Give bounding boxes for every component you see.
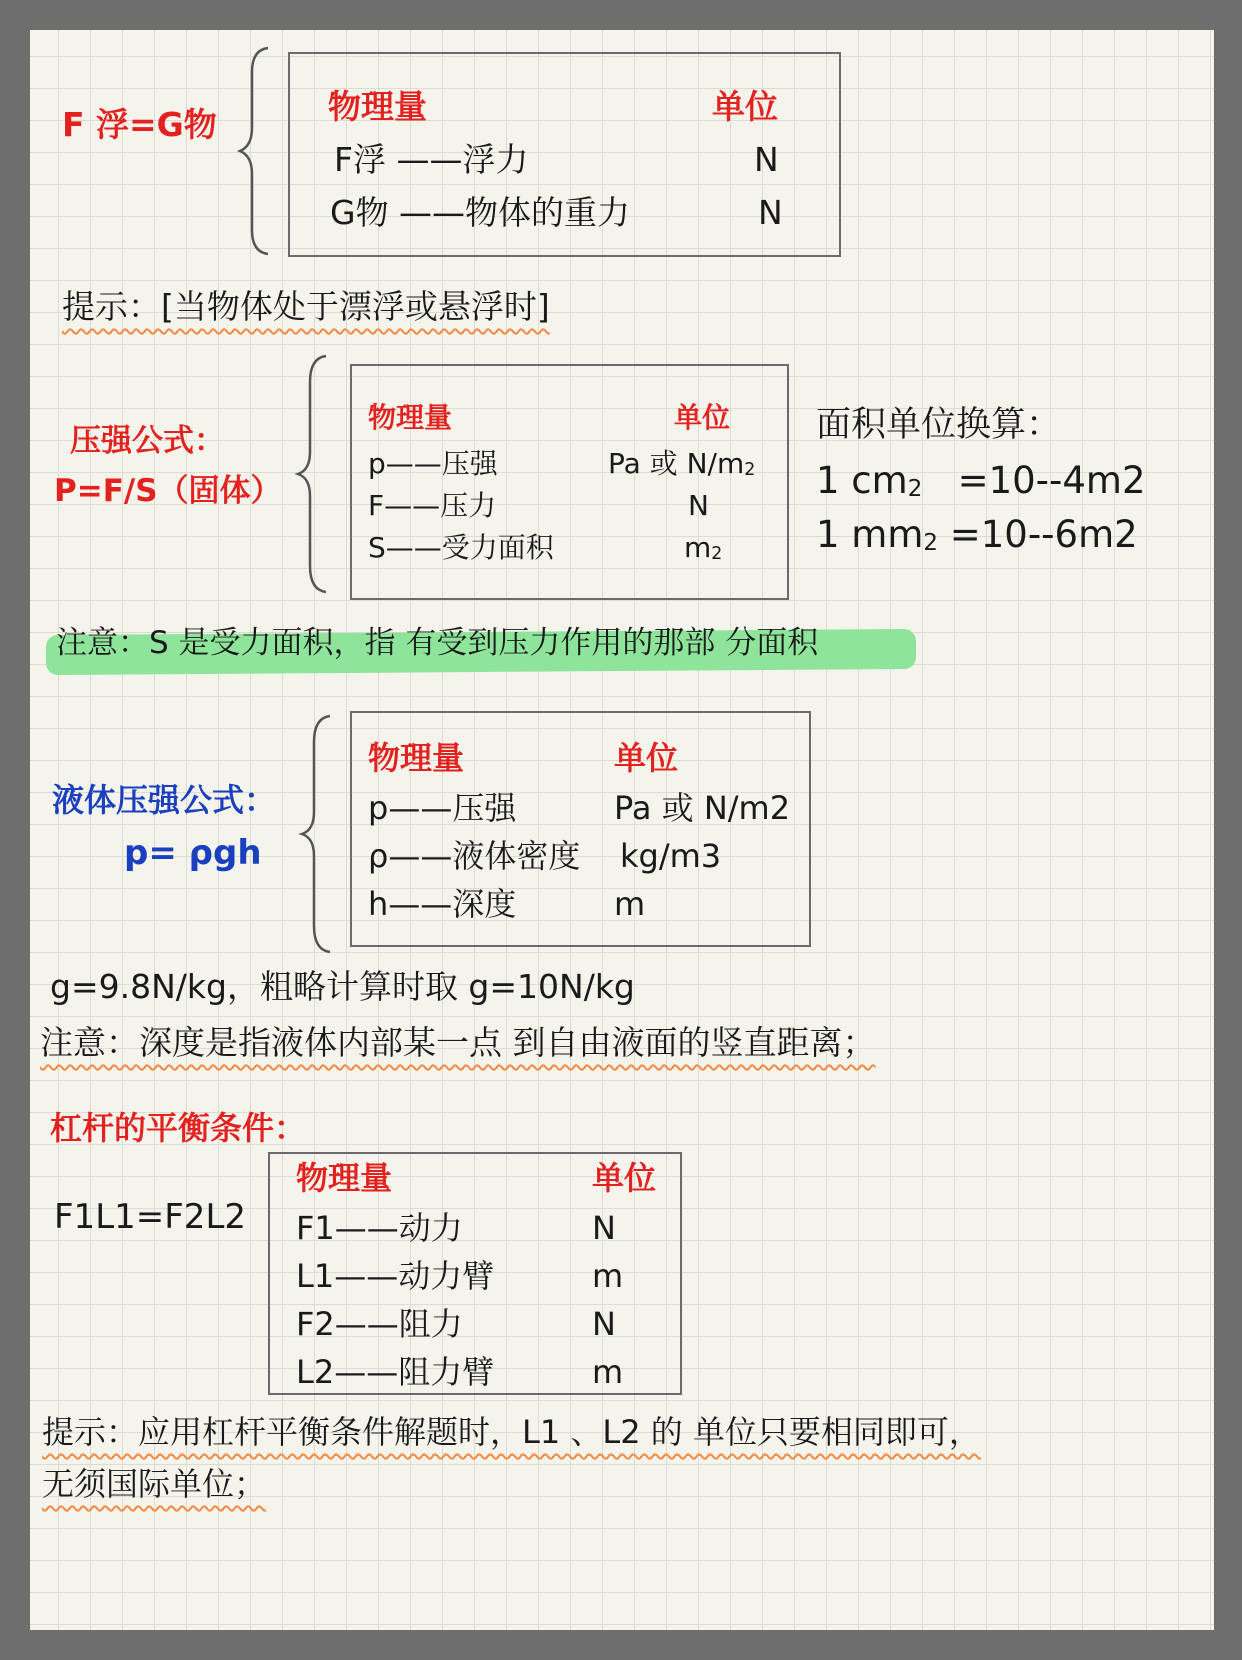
liquid-row-quantity: ρ——液体密度 — [368, 837, 581, 875]
liquid-row-unit: kg/m3 — [620, 837, 722, 875]
pressure-brace — [292, 354, 332, 594]
pressure-header-unit: 单位 — [674, 401, 731, 434]
lever-row-quantity: L1——动力臂 — [296, 1257, 495, 1295]
buoyancy-brace — [234, 46, 274, 256]
pressure-title: 压强公式： — [70, 423, 225, 459]
liquid-row-quantity: h——深度 — [368, 885, 517, 923]
pressure-row-quantity: F——压力 — [368, 489, 497, 522]
buoyancy-row-quantity: G物 ——物体的重力 — [330, 193, 631, 232]
liquid-pressure-formula: p= ρgh — [124, 833, 262, 873]
area-conversion-row: 1 $mm_2 =10--6m2$ — [816, 513, 1138, 556]
lever-formula: F1L1=F2L2 — [54, 1197, 247, 1237]
lever-header-quantity: 物理量 — [296, 1159, 393, 1197]
liquid-pressure-note: 注意：深度是指液体内部某一点 到自由液面的竖直距离； — [40, 1023, 876, 1062]
lever-row-quantity: F2——阻力 — [296, 1305, 463, 1343]
pressure-note: 注意：S 是受力面积，指 有受到压力作用的那部 分面积 — [56, 625, 819, 661]
liquid-pressure-title: 液体压强公式： — [52, 781, 277, 819]
note-sheet — [30, 30, 1214, 1630]
lever-row-quantity: F1——动力 — [296, 1209, 463, 1247]
buoyancy-header-quantity: 物理量 — [328, 87, 427, 126]
lever-tip-line1: 提示：应用杠杆平衡条件解题时，L1 、L2 的 单位只要相同即可， — [42, 1413, 981, 1451]
liquid-row-unit: m — [614, 885, 646, 923]
lever-row-unit: m — [592, 1353, 624, 1391]
pressure-row-unit: $m_2$ — [684, 531, 723, 565]
lever-row-unit: m — [592, 1257, 624, 1295]
pressure-header-quantity: 物理量 — [368, 401, 453, 434]
lever-header-unit: 单位 — [592, 1159, 657, 1197]
liquid-row-quantity: p——压强 — [368, 789, 517, 827]
buoyancy-formula: F 浮=G物 — [62, 105, 217, 144]
buoyancy-tip: 提示：[当物体处于漂浮或悬浮时] — [62, 287, 550, 326]
liquid-header-quantity: 物理量 — [368, 739, 465, 777]
liquid-header-unit: 单位 — [614, 739, 679, 777]
buoyancy-row-unit: N — [754, 140, 779, 179]
lever-row-unit: N — [592, 1305, 616, 1343]
lever-title: 杠杆的平衡条件： — [50, 1109, 307, 1147]
area-conversion-row: 1 $cm_2$ =10--4m2 — [816, 459, 1146, 502]
pressure-row-unit: N — [688, 489, 709, 522]
liquid-row-unit: Pa 或 N/m2 — [614, 789, 791, 827]
lever-tip-line2: 无须国际单位； — [42, 1465, 267, 1503]
pressure-row-unit: Pa 或 $N/m_2$ — [608, 447, 756, 481]
pressure-row-quantity: p——压强 — [368, 447, 498, 480]
area-conversion-title: 面积单位换算： — [816, 405, 1062, 445]
buoyancy-header-unit: 单位 — [712, 87, 778, 126]
pressure-table — [350, 364, 789, 600]
buoyancy-row-quantity: F浮 ——浮力 — [334, 140, 529, 179]
lever-row-quantity: L2——阻力臂 — [296, 1353, 495, 1391]
pressure-formula: P=F/S（固体） — [54, 473, 282, 509]
buoyancy-row-unit: N — [758, 193, 783, 232]
lever-row-unit: N — [592, 1209, 616, 1247]
liquid-pressure-brace — [296, 714, 336, 954]
gravity-constant-line: g=9.8N/kg，粗略计算时取 g=10N/kg — [50, 967, 635, 1006]
pressure-row-quantity: S——受力面积 — [368, 531, 554, 564]
